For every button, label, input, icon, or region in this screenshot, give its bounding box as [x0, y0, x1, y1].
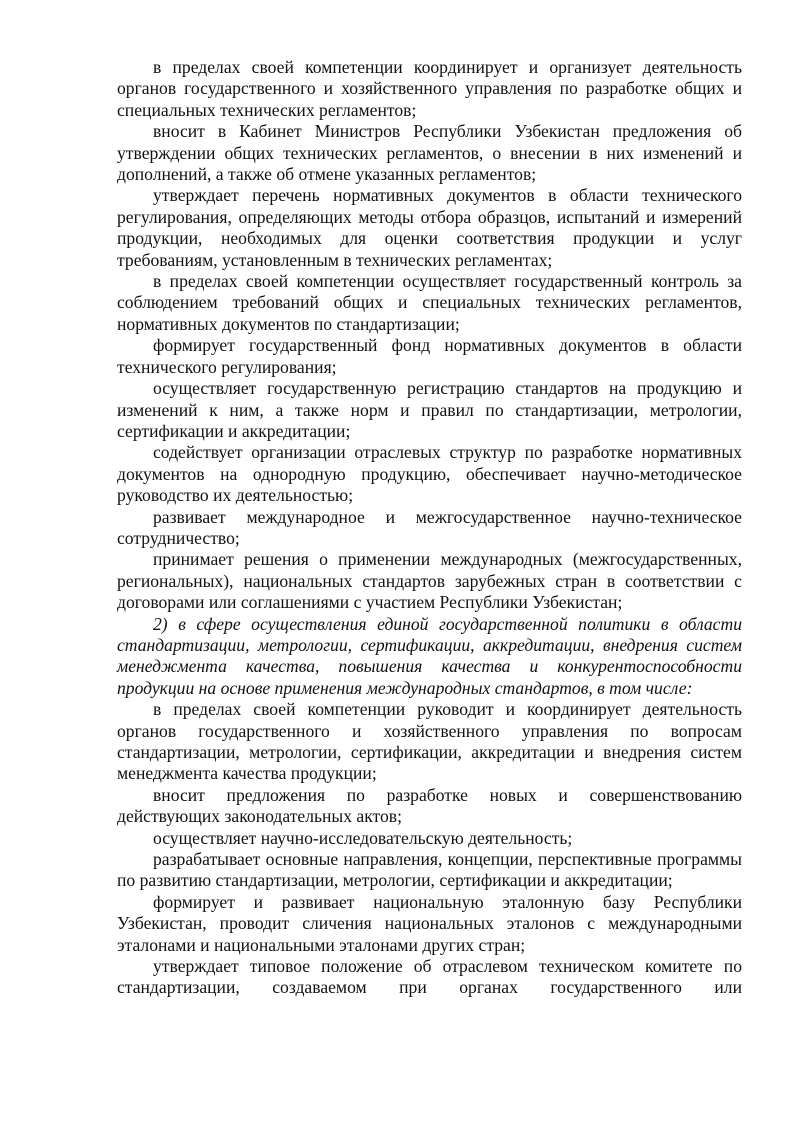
- paragraph: вносит предложения по разработке новых и совершенствованию действующих законодательных актов;: [117, 784, 742, 827]
- paragraph: принимает решения о применении международных (межгосударственных, региональных), национальных стандартов зарубежных стран в соответствии с договорами или соглашениями с участием Республики Узбекистан;: [117, 549, 742, 613]
- paragraph: утверждает перечень нормативных документов в области технического регулирования, определяющих методы отбора образцов, испытаний и измерений продукции, необходимых для оценки соответствия продукции и услуг требованиям, установленным в технических регламентах;: [117, 185, 742, 270]
- document-page: [117, 57, 742, 999]
- paragraph: формирует и развивает национальную эталонную базу Республики Узбекистан, проводит сличения национальных эталонов с международными эталонами и национальными эталонами других стран;: [117, 891, 742, 955]
- paragraph: осуществляет научно-исследовательскую деятельность;: [153, 827, 573, 848]
- paragraph: вносит в Кабинет Министров Республики Узбекистан предложения об утверждении общих технических регламентов, о внесении в них изменений и дополнений, а также об отмене указанных регламентов;: [117, 121, 742, 185]
- paragraph: развивает международное и межгосударственное научно-техническое сотрудничество;: [117, 506, 742, 548]
- paragraph: осуществляет государственную регистрацию стандартов на продукцию и изменений к ним, а также норм и правил по стандартизации, метрологии, сертификации и аккредитации;: [117, 378, 742, 441]
- paragraph: разрабатывает основные направления, концепции, перспективные программы по развитию стандартизации, метрологии, сертификации и аккредитации;: [117, 849, 742, 891]
- paragraph: в пределах своей компетенции осуществляет государственный контроль за соблюдением требований общих и специальных технических регламентов, нормативных документов по стандартизации;: [117, 271, 742, 334]
- paragraph: в пределах своей компетенции координирует и организует деятельность органов государственного и хозяйственного управления по разработке общих и специальных технических регламентов;: [117, 57, 742, 120]
- paragraph: содействует организации отраслевых структур по разработке нормативных документов на однородную продукцию, обеспечивает научно-методическое руководство их деятельностью;: [117, 442, 742, 506]
- paragraph: в пределах своей компетенции руководит и координирует деятельность органов государственного и хозяйственного управления по вопросам стандартизации, метрологии, сертификации, аккредитации и внедрения систем менеджмента качества продукции;: [117, 699, 742, 784]
- paragraph: утверждает типовое положение об отраслевом техническом комитете по стандартизации, создаваемом при органах государственного или: [117, 956, 742, 998]
- section-heading-paragraph: 2) в сфере осуществления единой государственной политики в области стандартизации, метрологии, сертификации, аккредитации, внедрения систем менеджмента качества, повышения качества и конкурентоспособности продукции на основе применения международных стандартов, в том числе:: [117, 613, 742, 698]
- paragraph: формирует государственный фонд нормативных документов в области технического регулирования;: [117, 335, 742, 377]
